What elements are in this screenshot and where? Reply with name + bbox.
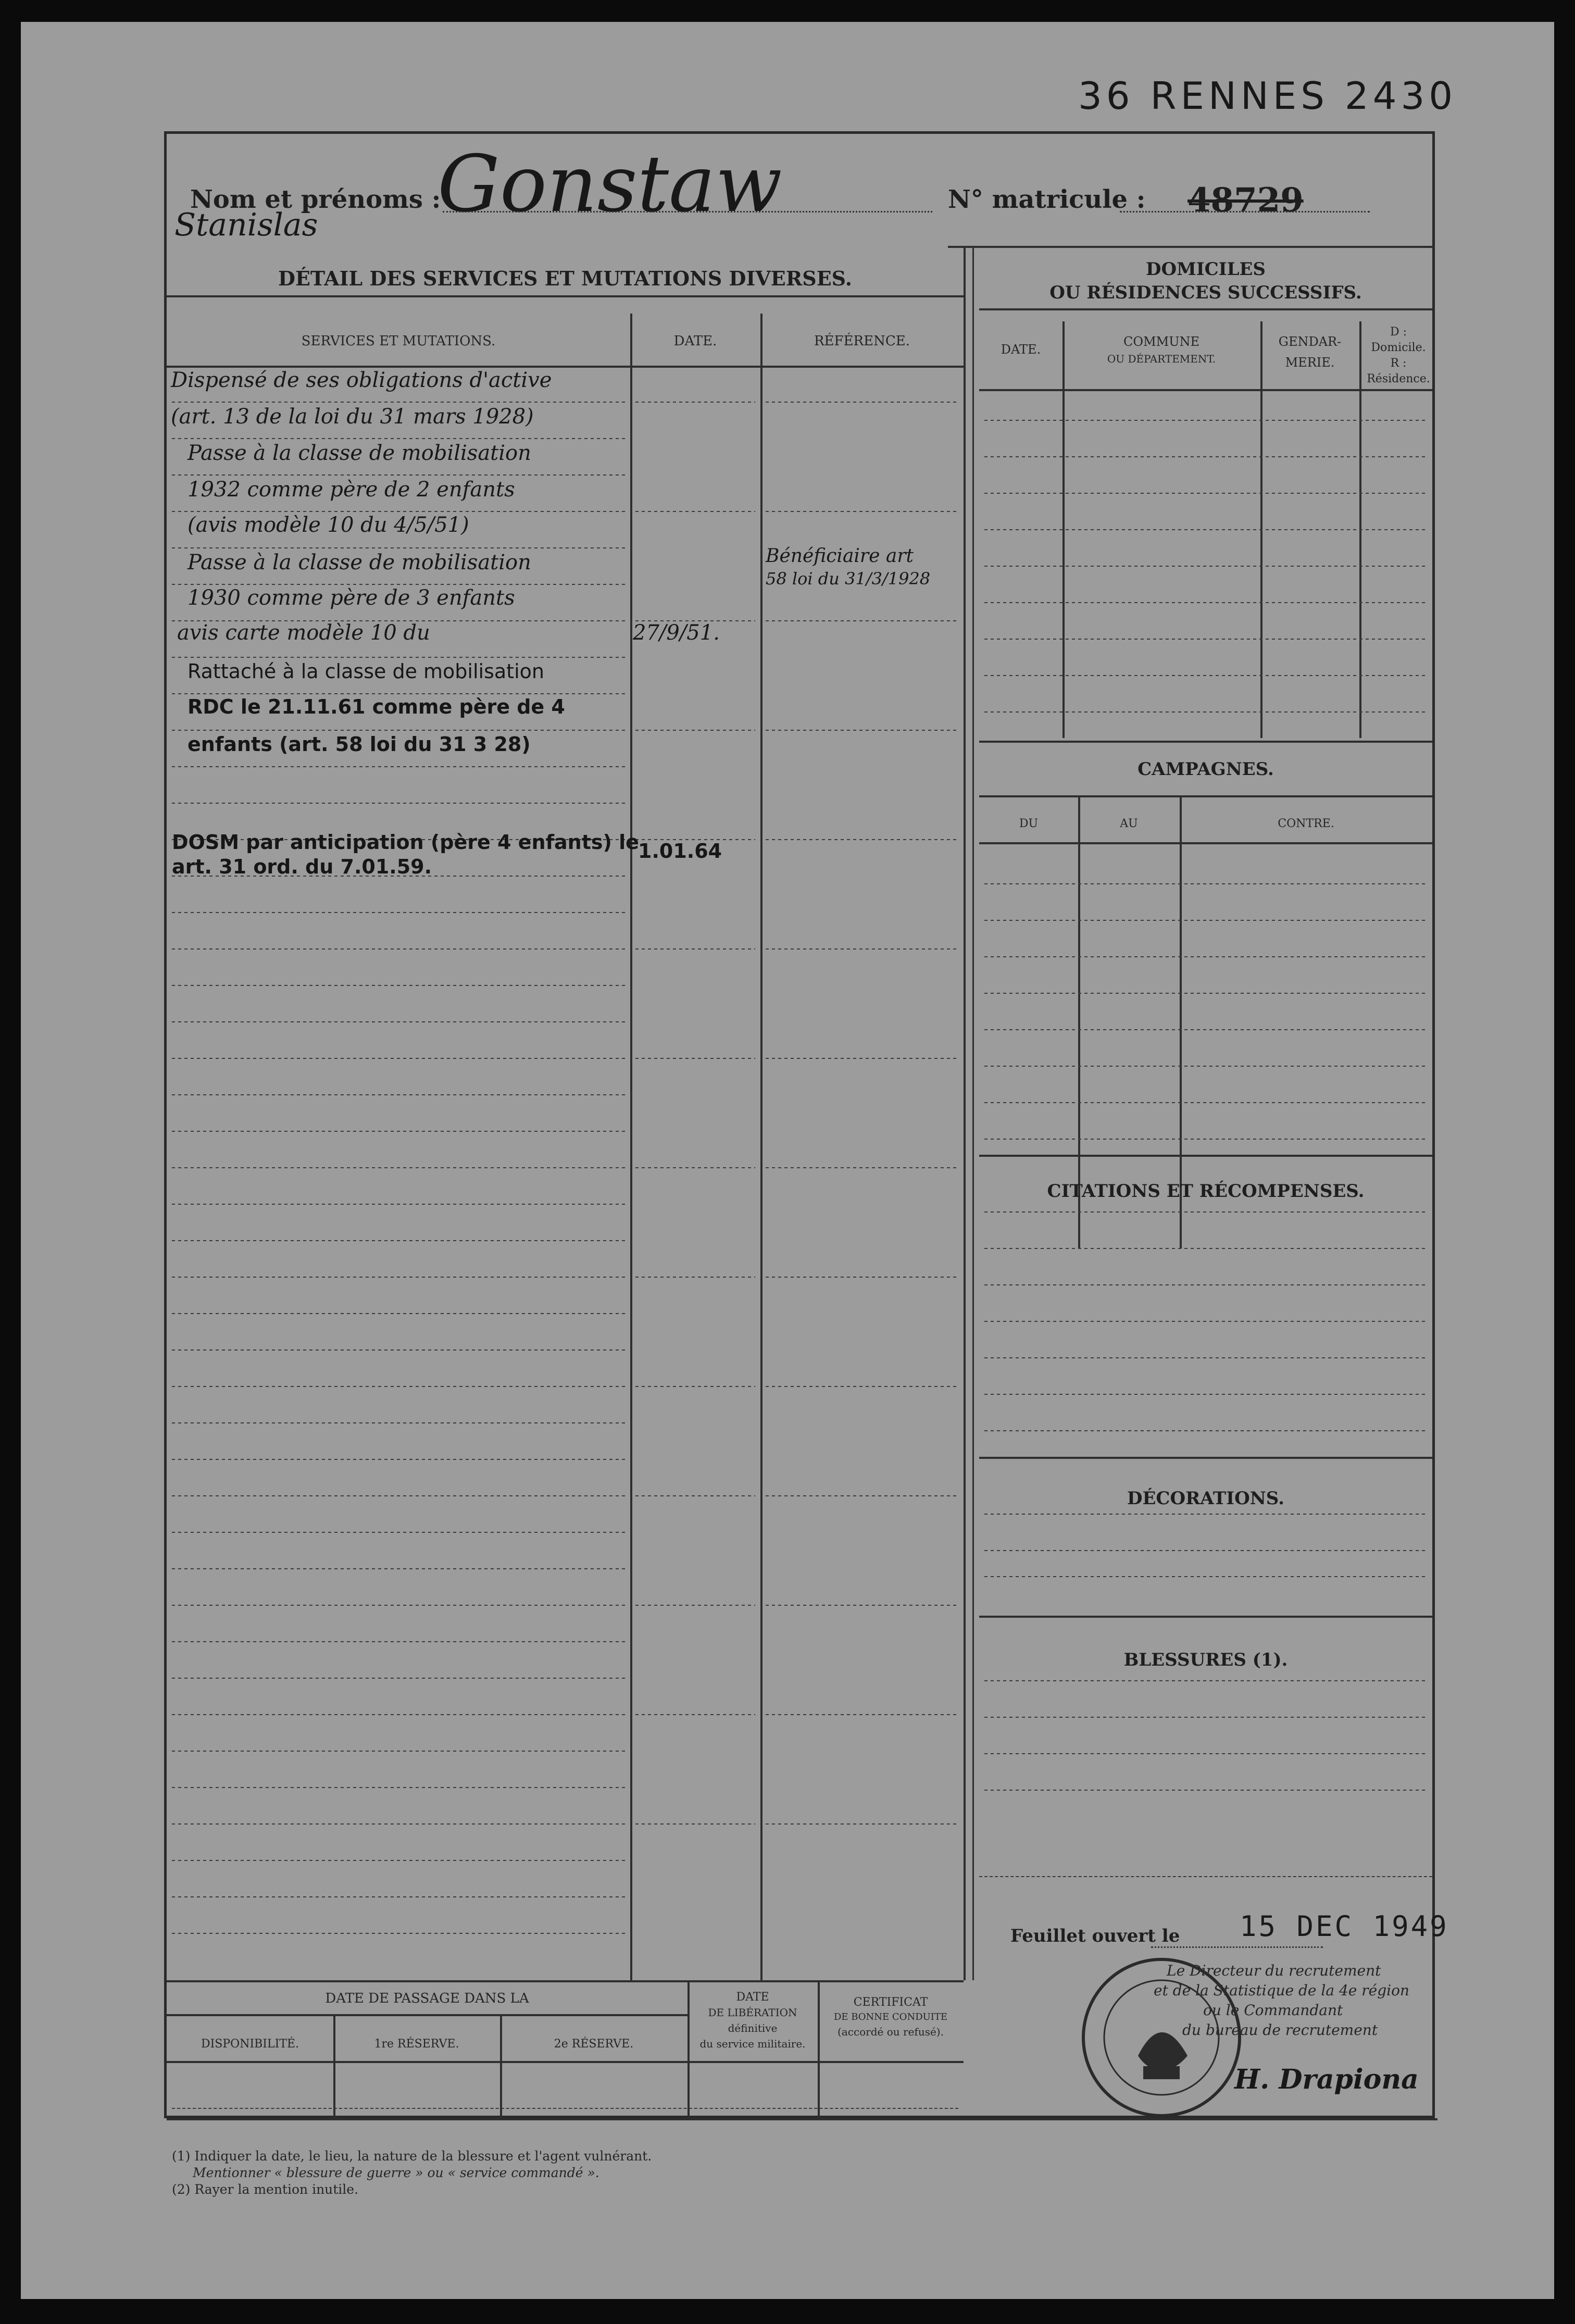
right-ruling: [979, 389, 1432, 1978]
passage-col-1re: 1re RÉSERVE.: [374, 2038, 459, 2051]
typed-2-date: 1.01.64: [638, 840, 722, 863]
sig-line-1: Le Directeur du recrutement: [1167, 1962, 1381, 1979]
col-services: SERVICES ET MUTATIONS.: [301, 333, 496, 349]
passage-col-cert-1: CERTIFICAT: [853, 1996, 928, 2009]
typed-1-line-2: RDC le 21.11.61 comme père de 4: [188, 695, 565, 718]
citations-title: CITATIONS ET RÉCOMPENSES.: [1047, 1181, 1365, 1202]
camp-col-contre: CONTRE.: [1278, 817, 1334, 830]
entry-line-3: Passe à la classe de mobilisation: [188, 441, 531, 465]
feuillet-date-stamp: 15 DEC 1949: [1240, 1910, 1449, 1943]
entry-line-4: 1932 comme père de 2 enfants: [188, 478, 515, 502]
entry-ref-7: 58 loi du 31/3/1928: [766, 569, 931, 589]
dom-col-commune-1: COMMUNE: [1123, 334, 1199, 349]
passage-col-lib-2: DE LIBÉRATION: [708, 2006, 797, 2019]
decorations-title: DÉCORATIONS.: [1127, 1488, 1284, 1509]
footnote-2: (2) Rayer la mention inutile.: [172, 2182, 359, 2197]
name-value: Gonstaw: [438, 139, 782, 230]
dom-col-d-2: Domicile.: [1371, 341, 1426, 354]
entry-ref-6: Bénéficiaire art: [766, 545, 914, 567]
domiciles-title-1: DOMICILES: [1146, 259, 1266, 280]
passage-col-lib-4: du service militaire.: [699, 2038, 806, 2050]
name-label: Nom et prénoms :: [190, 185, 441, 214]
blessures-title: BLESSURES (1).: [1123, 1650, 1288, 1670]
entry-line-8: avis carte modèle 10 du: [177, 621, 430, 645]
dom-col-gend-2: MERIE.: [1285, 355, 1335, 370]
domiciles-title-2: OU RÉSIDENCES SUCCESSIFS.: [1049, 282, 1362, 303]
firstname-value: Stanislas: [174, 207, 318, 243]
matricule-value: 48729: [1188, 181, 1304, 220]
footnote-1: (1) Indiquer la date, le lieu, la nature de la blessure et l'agent vulnérant.: [172, 2148, 652, 2164]
entry-line-1: Dispensé de ses obligations d'active: [171, 368, 552, 392]
campagnes-title: CAMPAGNES.: [1138, 759, 1274, 780]
typed-1-line-1: Rattaché à la classe de mobilisation: [188, 660, 544, 683]
entry-line-2: (art. 13 de la loi du 31 mars 1928): [171, 405, 534, 429]
entry-line-7: 1930 comme père de 3 enfants: [188, 586, 515, 610]
footnote-1b: Mentionner « blessure de guerre » ou « service commandé ».: [193, 2165, 599, 2180]
dom-col-d-3: R :: [1390, 357, 1407, 370]
typed-2-line-1: DOSM par anticipation (père 4 enfants) le: [172, 831, 639, 854]
entry-date-8: 27/9/51.: [633, 621, 720, 645]
passage-col-dispo: DISPONIBILITÉ.: [201, 2038, 299, 2051]
sig-line-3: ou le Commandant: [1203, 2002, 1343, 2019]
document-sheet: [21, 22, 1554, 2299]
dom-col-gend-1: GENDAR-: [1278, 334, 1342, 349]
dom-col-date: DATE.: [1001, 342, 1041, 357]
signature: H. Drapiona: [1234, 2064, 1419, 2095]
entry-line-6: Passe à la classe de mobilisation: [188, 551, 531, 574]
col-reference: RÉFÉRENCE.: [814, 333, 910, 349]
camp-col-du: DU: [1019, 817, 1039, 830]
sig-line-2: et de la Statistique de la 4e région: [1154, 1982, 1409, 1999]
feuillet-label: Feuillet ouvert le: [1010, 1926, 1180, 1946]
typed-2-line-2: art. 31 ord. du 7.01.59.: [172, 855, 432, 878]
passage-title: DATE DE PASSAGE DANS LA: [325, 1991, 529, 2006]
archive-reference: 36 RENNES 2430: [1078, 74, 1457, 118]
passage-col-lib-1: DATE: [736, 1991, 769, 2004]
dom-col-d-4: Résidence.: [1367, 372, 1430, 385]
passage-col-2e: 2e RÉSERVE.: [554, 2038, 634, 2051]
passage-col-cert-2: DE BONNE CONDUITE: [833, 2011, 948, 2022]
matricule-label: N° matricule :: [948, 185, 1146, 214]
camp-col-au: AU: [1120, 817, 1138, 830]
passage-col-lib-3: définitive: [728, 2022, 778, 2034]
passage-col-cert-3: (accordé ou refusé).: [838, 2026, 944, 2038]
col-date: DATE.: [673, 333, 717, 349]
entry-line-5: (avis modèle 10 du 4/5/51): [188, 513, 469, 537]
official-seal: [1076, 1952, 1247, 2123]
services-title: DÉTAIL DES SERVICES ET MUTATIONS DIVERSES.: [278, 267, 852, 290]
form-frame: [164, 131, 1449, 2118]
sig-line-4: du bureau de recrutement: [1182, 2021, 1378, 2039]
dom-col-commune-2: OU DÉPARTEMENT.: [1107, 353, 1216, 365]
typed-1-line-3: enfants (art. 58 loi du 31 3 28): [188, 733, 531, 756]
dom-col-d-1: D :: [1390, 326, 1407, 339]
